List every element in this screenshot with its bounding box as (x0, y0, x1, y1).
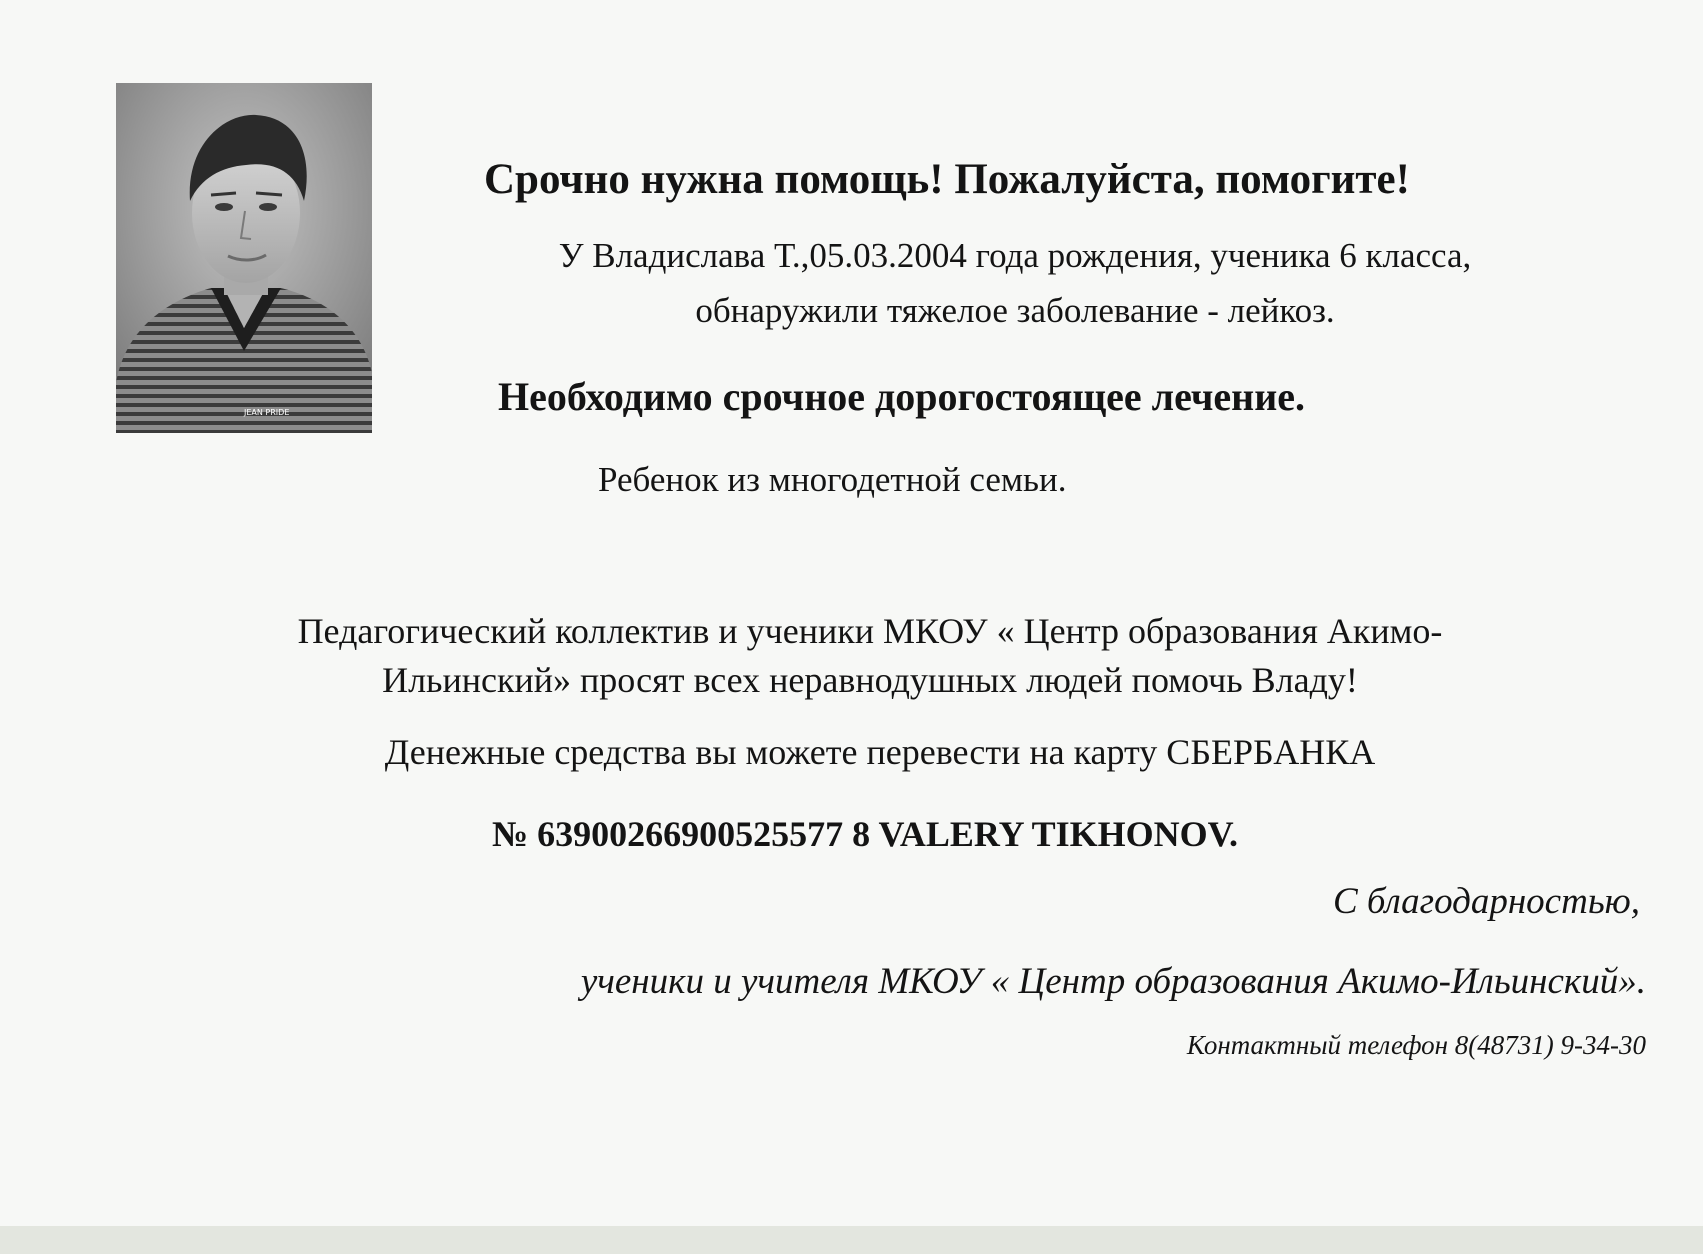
appeal-line-2: Ильинский» просят всех неравнодушных людей помочь Владу! (382, 660, 1358, 700)
scan-bottom-edge (0, 1226, 1703, 1254)
need-statement: Необходимо срочное дорогостоящее лечение. (498, 374, 1306, 419)
appeal-line-1: Педагогический коллектив и ученики МКОУ « Центр образования Акимо- (297, 611, 1443, 651)
card-number: № 63900266900525577 8 VALERY TIKHONOV. (491, 814, 1239, 854)
family-note: Ребенок из многодетной семьи. (598, 460, 1067, 499)
transfer-instructions: Денежные средства вы можете перевести на карту СБЕРБАНКА (384, 732, 1376, 772)
shirt-print-text: JEAN PRIDE (244, 408, 290, 417)
child-photo (116, 83, 372, 433)
signature-text: ученики и учителя МКОУ « Центр образования Акимо-Ильинский». (580, 961, 1646, 1002)
intro-line-1: У Владислава Т.,05.03.2004 года рождения, ученика 6 класса, (558, 236, 1472, 275)
contact-phone: Контактный телефон 8(48731) 9-34-30 (1186, 1030, 1646, 1060)
thanks-text: С благодарностью, (1332, 881, 1640, 922)
intro-line-2: обнаружили тяжелое заболевание - лейкоз. (695, 291, 1335, 330)
headline: Срочно нужна помощь! Пожалуйста, помогите! (484, 156, 1410, 203)
